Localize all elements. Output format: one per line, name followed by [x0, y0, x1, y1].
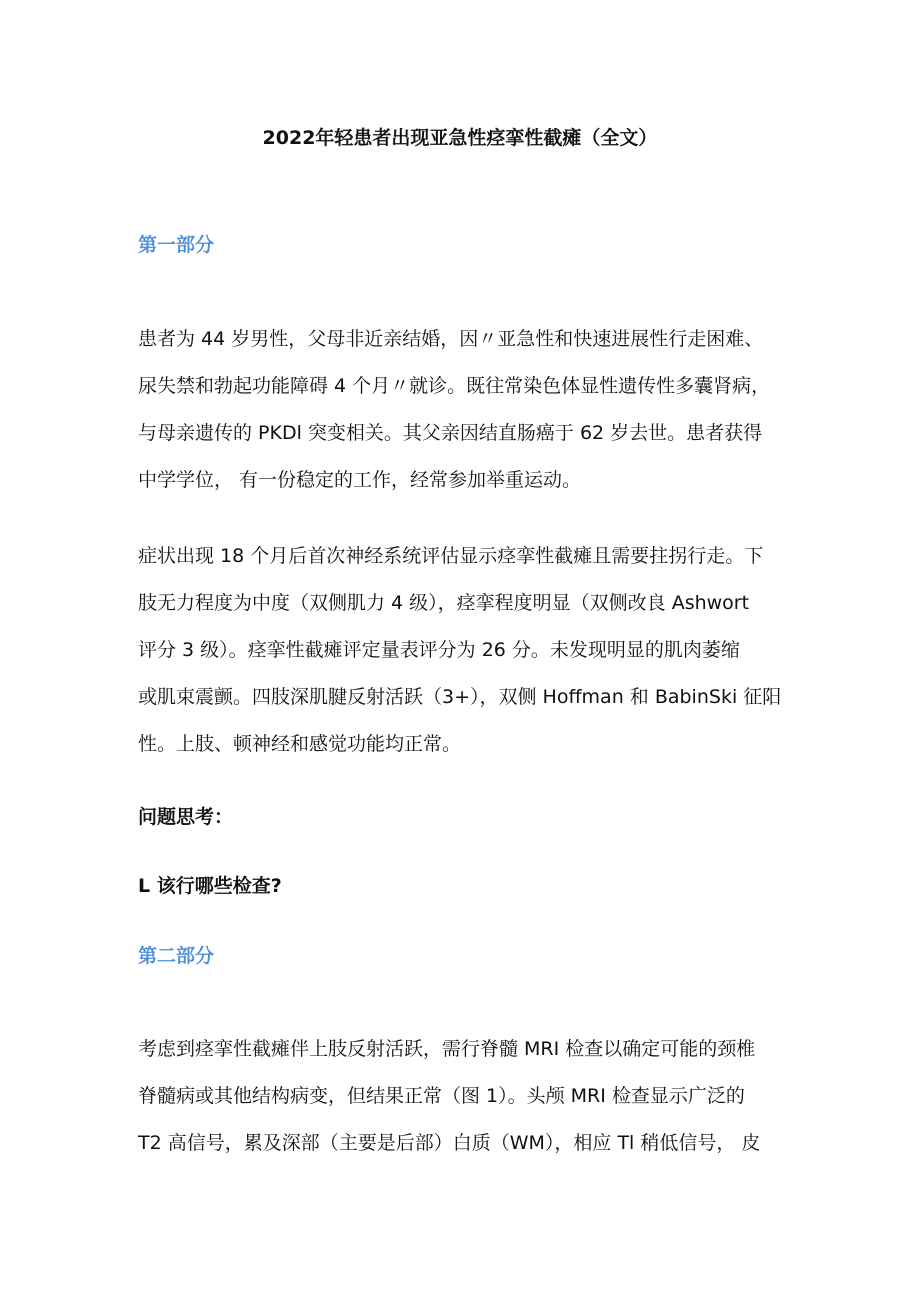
text-line: 尿失禁和勃起功能障碍 4 个月〃就诊。既往常染色体显性遗传性多囊肾病， [138, 375, 771, 397]
text-line: 与母亲遗传的 PKDl 突变相关。其父亲因结直肠癌于 62 岁去世。患者获得 [138, 422, 763, 444]
text-line: 考虑到痉挛性截瘫伴上肢反射活跃，需行脊髓 MRI 检查以确定可能的颈椎 [138, 1038, 756, 1060]
document-title: 2022年轻患者出现亚急性痉挛性截瘫（全文） [262, 127, 658, 149]
text-line: 中学学位， 有一份稳定的工作，经常参加举重运动。 [138, 469, 582, 491]
text-line: 症状出现 18 个月后首次神经系统评估显示痉挛性截瘫且需要拄拐行走。下 [138, 545, 764, 567]
text-line: 或肌束震颤。四肢深肌腱反射活跃（3+），双侧 Hoffman 和 BabinSki 征阳 [138, 686, 782, 708]
question-item: L 该行哪些检查? [138, 875, 282, 897]
text-line: T2 高信号，累及深部（主要是后部）白质（WM），相应 Tl 稍低信号， 皮 [138, 1132, 761, 1154]
text-line: 性。上肢、顿神经和感觉功能均正常。 [138, 733, 462, 755]
question-heading: 问题思考： [138, 806, 234, 828]
paragraph-imaging [138, 1026, 798, 1167]
paragraph-case-history [138, 316, 798, 504]
text-line: 患者为 44 岁男性，父母非近亲结婚，因〃亚急性和快速进展性行走困难、 [138, 328, 764, 350]
section-heading-part1: 第一部分 [138, 234, 215, 256]
text-line: 评分 3 级）。痉挛性截瘫评定量表评分为 26 分。未发现明显的肌肉萎缩 [138, 639, 740, 661]
text-line: 脊髓病或其他结构病变，但结果正常（图 1）。头颅 MRI 检查显示广泛的 [138, 1085, 745, 1107]
paragraph-neuro-exam [138, 533, 798, 768]
section-heading-part2: 第二部分 [138, 945, 215, 967]
text-line: 肢无力程度为中度（双侧肌力 4 级），痉挛程度明显（双侧改良 Ashwort [138, 592, 750, 614]
